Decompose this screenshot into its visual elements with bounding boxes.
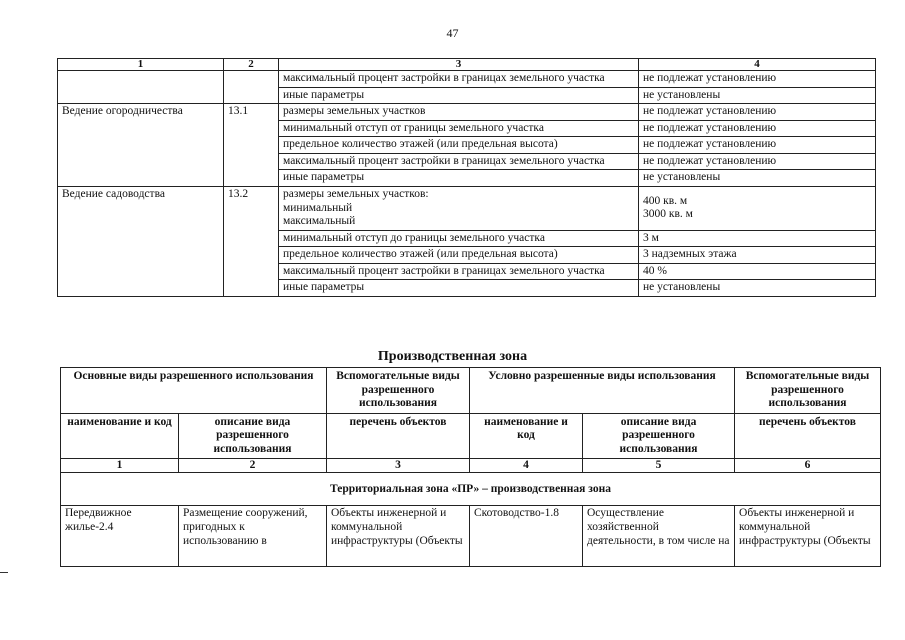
use-name-cell: Ведение огородничества: [58, 104, 224, 187]
group-header-row: [61, 368, 881, 414]
objects-header-2: перечень объектов: [735, 413, 881, 459]
table-cell: Размещение сооружений, пригодных к использованию в: [179, 506, 327, 567]
table-cell: Объекты инженерной и коммунальной инфраструктуры (Объекты: [327, 506, 470, 567]
land-params-table: [57, 58, 876, 297]
table-row: [58, 71, 876, 88]
value-cell: [639, 186, 876, 230]
value-cell: 40 %: [639, 263, 876, 280]
param-cell: максимальный процент застройки в границах земельного участка: [279, 153, 639, 170]
table-cell: Передвижное жилье-2.4: [61, 506, 179, 567]
value-cell: не подлежат установлению: [639, 120, 876, 137]
param-line: максимальный: [283, 215, 356, 228]
name-code-header: наименование и код: [61, 413, 179, 459]
page-number: 47: [446, 26, 459, 40]
value-cell: 3 надземных этажа: [639, 247, 876, 264]
zone-row-label: Территориальная зона «ПР» – производственная зона: [61, 473, 881, 506]
main-uses-header: Основные виды разрешенного использования: [61, 368, 327, 414]
param-cell: максимальный процент застройки в границах земельного участка: [279, 263, 639, 280]
column-number: 3: [279, 59, 639, 71]
table-cell: Объекты инженерной и коммунальной инфраструктуры (Объекты: [735, 506, 881, 567]
value-cell: не установлены: [639, 280, 876, 297]
description-header: описание вида разрешенного использования: [179, 413, 327, 459]
param-cell: размеры земельных участков: [279, 104, 639, 121]
use-code-cell: 13.1: [224, 104, 279, 187]
zone-uses-table: [60, 367, 881, 567]
use-code-cell: [224, 71, 279, 104]
value-cell: не установлены: [639, 87, 876, 104]
name-code-header-2: наименование и код: [470, 413, 583, 459]
column-number: 5: [583, 459, 735, 473]
value-cell: не подлежат установлению: [639, 153, 876, 170]
param-cell: минимальный отступ от границы земельного участка: [279, 120, 639, 137]
value-cell: не подлежат установлению: [639, 137, 876, 154]
column-number: 4: [639, 59, 876, 71]
column-number: 1: [58, 59, 224, 71]
param-cell: предельное количество этажей (или предельная высота): [279, 247, 639, 264]
sub-header-row: [61, 413, 881, 459]
param-cell: иные параметры: [279, 280, 639, 297]
objects-header: перечень объектов: [327, 413, 470, 459]
zone-title: Производственная зона: [377, 349, 528, 364]
value-cell: не подлежат установлению: [639, 71, 876, 88]
aux-uses-header-2: Вспомогательные виды разрешенного использования: [735, 368, 881, 414]
use-name-cell: [58, 71, 224, 104]
value-cell: не подлежат установлению: [639, 104, 876, 121]
table-row: [58, 186, 876, 230]
param-line: минимальный: [283, 201, 353, 214]
column-number: 4: [470, 459, 583, 473]
param-line: размеры земельных участков:: [283, 187, 429, 200]
column-number: 6: [735, 459, 881, 473]
use-name-cell: Ведение садоводства: [58, 186, 224, 296]
param-cell: минимальный отступ до границы земельного участка: [279, 230, 639, 247]
description-header-2: описание вида разрешенного использования: [583, 413, 735, 459]
aux-uses-header: Вспомогательные виды разрешенного использования: [327, 368, 470, 414]
table-row: [61, 506, 881, 567]
value-line: 400 кв. м: [643, 194, 688, 207]
value-line: 3000 кв. м: [643, 208, 693, 221]
column-number: 1: [61, 459, 179, 473]
table-row: [58, 104, 876, 121]
zone-row: [61, 473, 881, 506]
param-cell: [279, 186, 639, 230]
value-cell: 3 м: [639, 230, 876, 247]
table-cell: Осуществление хозяйственной деятельности, в том числе на: [583, 506, 735, 567]
param-cell: предельное количество этажей (или предельная высота): [279, 137, 639, 154]
column-number: 2: [179, 459, 327, 473]
use-code-cell: 13.2: [224, 186, 279, 296]
param-cell: максимальный процент застройки в границах земельного участка: [279, 71, 639, 88]
column-number: 2: [224, 59, 279, 71]
param-cell: иные параметры: [279, 170, 639, 187]
table-cell: Скотоводство-1.8: [470, 506, 583, 567]
value-cell: не установлены: [639, 170, 876, 187]
column-number: 3: [327, 459, 470, 473]
margin-mark: [0, 572, 8, 573]
param-cell: иные параметры: [279, 87, 639, 104]
header-row: [58, 59, 876, 71]
column-number-row: [61, 459, 881, 473]
conditional-uses-header: Условно разрешенные виды использования: [470, 368, 735, 414]
